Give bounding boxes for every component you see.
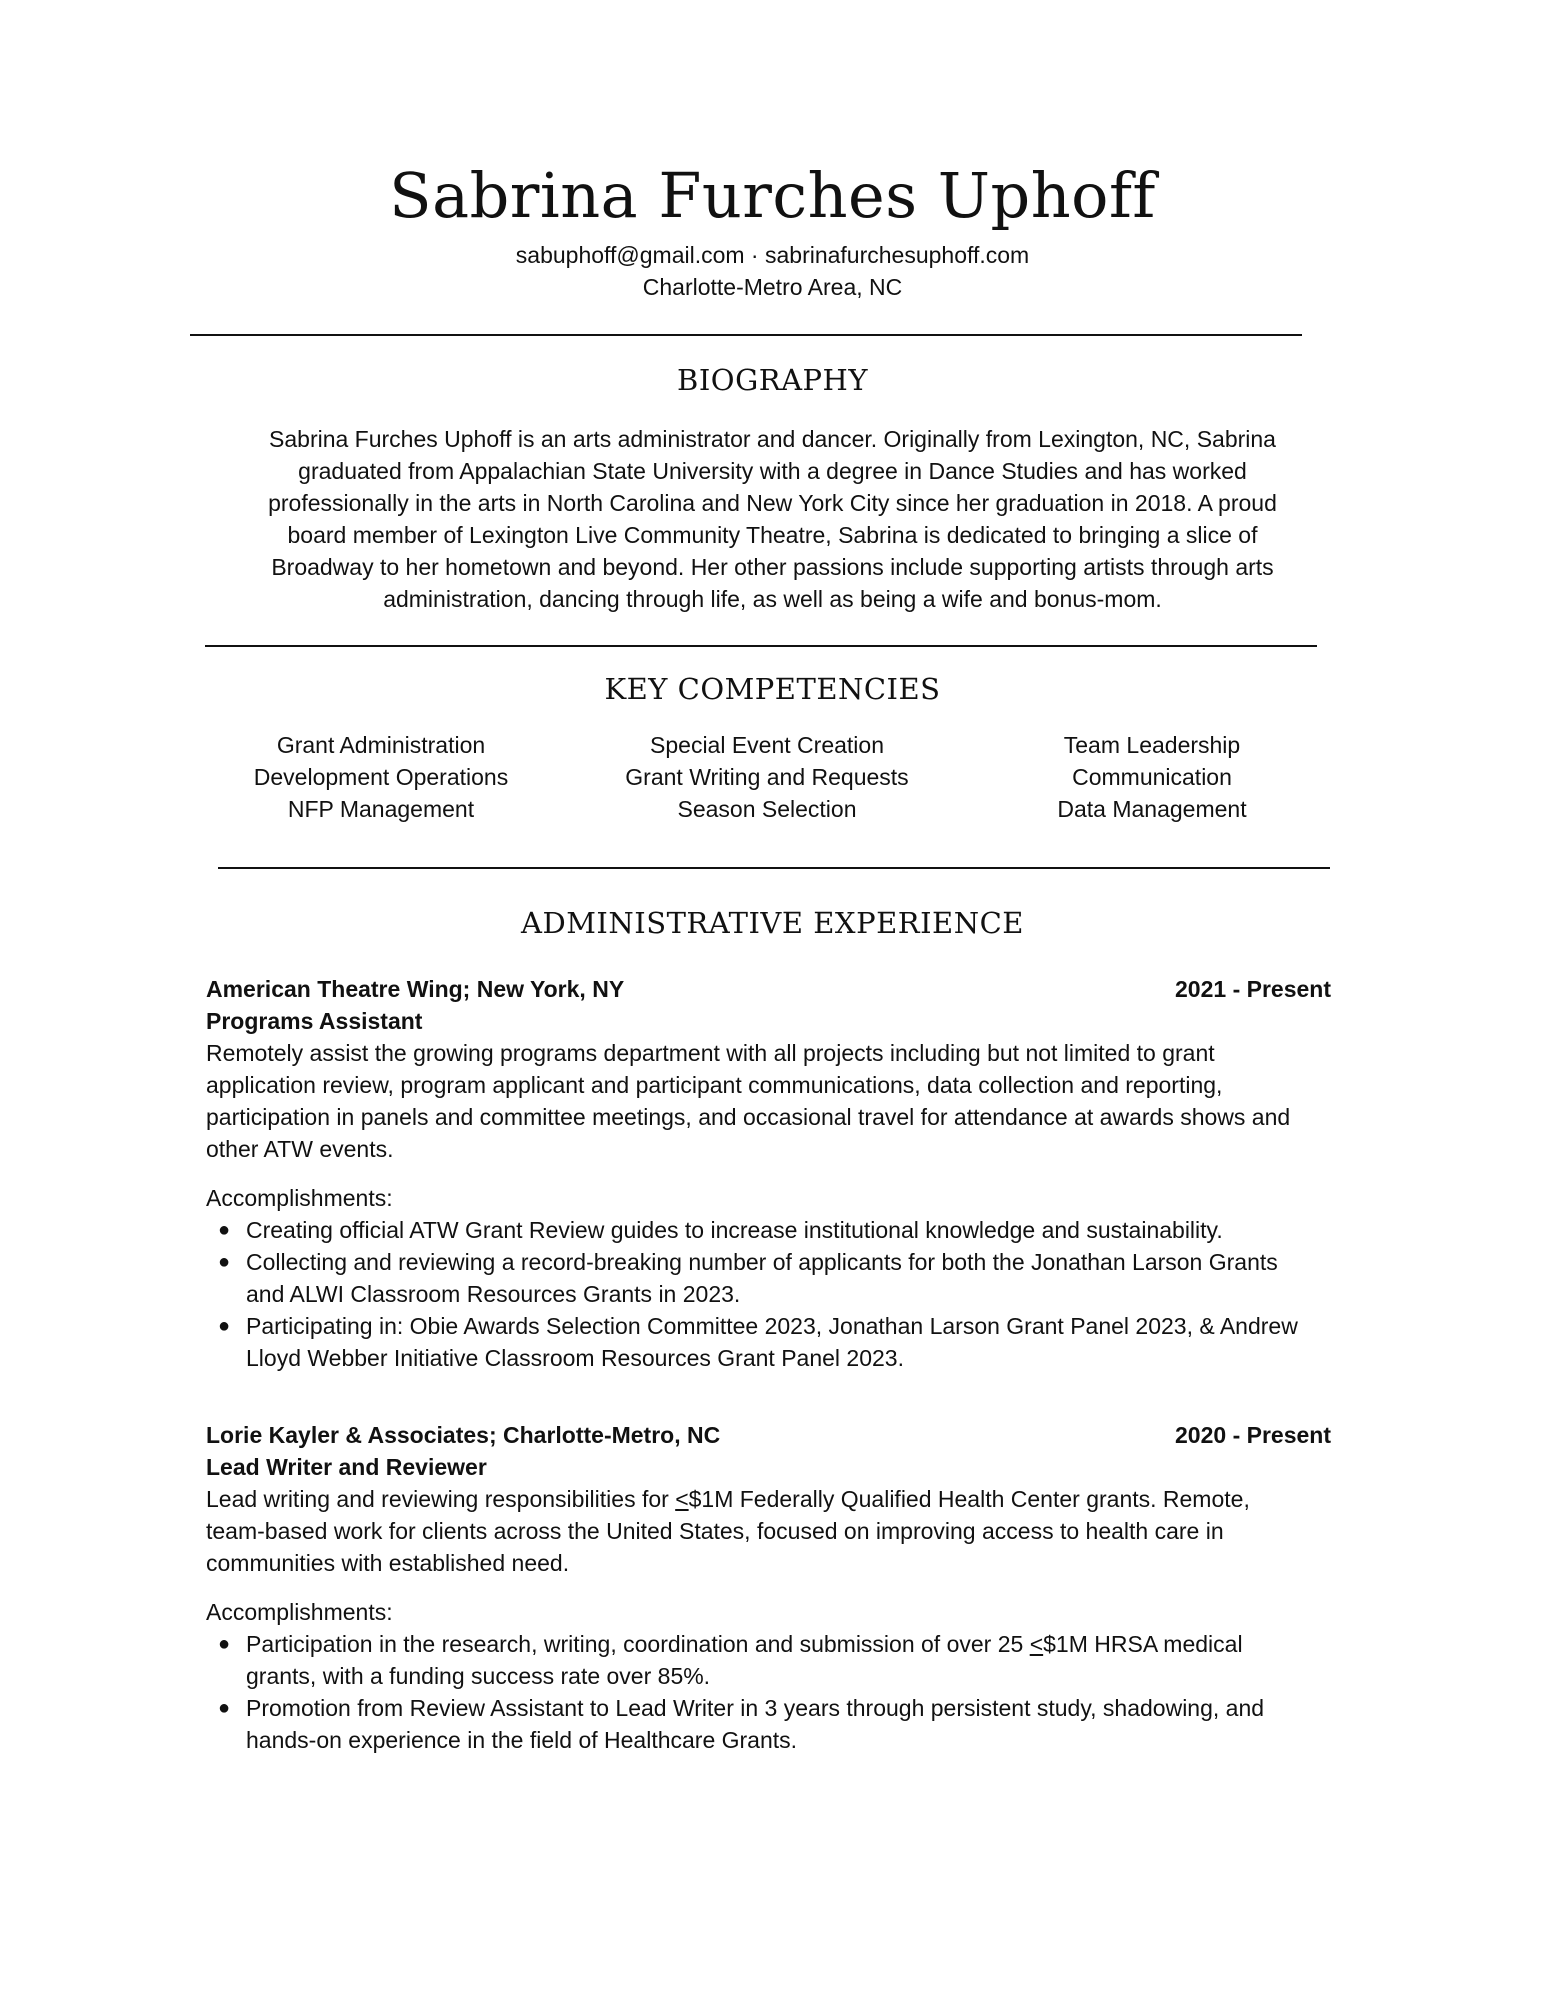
bio-line: board member of Lexington Live Community Theatre, Sabrina is dedicated to bringing a slice of xyxy=(287,522,1258,548)
accomplishment-line: and ALWI Classroom Resources Grants in 2023. xyxy=(246,1281,741,1307)
competency-item: Season Selection xyxy=(677,796,857,822)
desc-text: $1M Federally Qualified Health Center grants. Remote, xyxy=(688,1486,1250,1512)
job-organization: Lorie Kayler & Associates; Charlotte-Metro, NC xyxy=(206,1422,721,1448)
bio-line: Sabrina Furches Uphoff is an arts administrator and dancer. Originally from Lexington, NC, Sabrina xyxy=(269,426,1276,452)
job-dates: 2020 - Present xyxy=(1175,1422,1331,1448)
bio-line: graduated from Appalachian State University with a degree in Dance Studies and has worked xyxy=(298,458,1247,484)
divider xyxy=(205,645,1317,647)
desc-line: participation in panels and committee meetings, and occasional travel for attendance at awards shows and xyxy=(206,1104,1291,1130)
accomplishments-list xyxy=(206,1214,1331,1374)
competency-column xyxy=(972,729,1332,825)
bullet-icon: ● xyxy=(218,1251,231,1273)
accomplishment-line: Collecting and reviewing a record-breaking number of applicants for both the Jonathan Larson Grants xyxy=(246,1249,1278,1275)
list-item xyxy=(206,1310,1331,1374)
job-role: Programs Assistant xyxy=(206,1008,423,1034)
contact-line: sabuphoff@gmail.com · sabrinafurchesuphoff.com xyxy=(515,242,1030,268)
accomplishment-line: Lloyd Webber Initiative Classroom Resources Grant Panel 2023. xyxy=(246,1345,904,1371)
accomplishment-text: Participation in the research, writing, coordination and submission of over 25 xyxy=(246,1631,1030,1657)
job-entry xyxy=(206,1419,1331,1756)
bio-line: Broadway to her hometown and beyond. Her other passions include supporting artists through arts xyxy=(271,554,1274,580)
list-item xyxy=(206,1214,1331,1246)
bullet-icon: ● xyxy=(218,1315,231,1337)
competency-item: Development Operations xyxy=(253,764,509,790)
job-role: Lead Writer and Reviewer xyxy=(206,1454,487,1480)
desc-line: team-based work for clients across the United States, focused on improving access to health care in xyxy=(206,1518,1224,1544)
location: Charlotte-Metro Area, NC xyxy=(642,274,903,300)
less-than-symbol: < xyxy=(1029,1631,1044,1657)
bio-line: administration, dancing through life, as well as being a wife and bonus-mom. xyxy=(383,586,1162,612)
competency-item: Team Leadership xyxy=(1063,732,1241,758)
divider xyxy=(190,334,1302,336)
desc-line: Remotely assist the growing programs department with all projects including but not limited to grant xyxy=(206,1040,1215,1066)
competency-column xyxy=(587,729,947,825)
competency-item: NFP Management xyxy=(287,796,475,822)
desc-line: communities with established need. xyxy=(206,1550,570,1576)
job-header xyxy=(206,973,1331,1005)
job-organization: American Theatre Wing; New York, NY xyxy=(206,976,625,1002)
accomplishments-label: Accomplishments: xyxy=(206,1185,393,1211)
biography-text xyxy=(240,423,1305,615)
bio-line: professionally in the arts in North Carolina and New York City since her graduation in 2018. A proud xyxy=(268,490,1277,516)
accomplishment-line: grants, with a funding success rate over 85%. xyxy=(246,1663,711,1689)
less-than-symbol: < xyxy=(675,1486,689,1512)
competency-item: Communication xyxy=(1072,764,1232,790)
list-item xyxy=(206,1246,1331,1310)
desc-line: application review, program applicant and participant communications, data collection and reporting, xyxy=(206,1072,1223,1098)
list-item xyxy=(206,1692,1331,1756)
accomplishments-list xyxy=(206,1628,1331,1756)
desc-text: Lead writing and reviewing responsibilities for xyxy=(206,1486,676,1512)
bullet-icon: ● xyxy=(218,1633,231,1655)
accomplishment-line: Promotion from Review Assistant to Lead Writer in 3 years through persistent study, shadowing, and xyxy=(246,1695,1265,1721)
accomplishment-line: Participating in: Obie Awards Selection Committee 2023, Jonathan Larson Grant Panel 2023, & Andrew xyxy=(246,1313,1298,1339)
applicant-name: Sabrina Furches Uphoff xyxy=(389,159,1156,232)
accomplishment-line: hands-on experience in the field of Healthcare Grants. xyxy=(246,1727,798,1753)
divider xyxy=(218,867,1330,869)
biography-heading: BIOGRAPHY xyxy=(677,363,868,397)
experience-heading: ADMINISTRATIVE EXPERIENCE xyxy=(521,906,1024,940)
job-description xyxy=(206,1483,1331,1579)
competency-item: Special Event Creation xyxy=(650,732,884,758)
accomplishment-line xyxy=(246,1628,1331,1660)
competencies-heading: KEY COMPETENCIES xyxy=(604,672,941,706)
job-description xyxy=(206,1037,1331,1165)
accomplishments-label: Accomplishments: xyxy=(206,1599,393,1625)
competency-item: Data Management xyxy=(1057,796,1247,822)
accomplishment-text: $1M HRSA medical xyxy=(1043,1631,1243,1657)
bullet-icon: ● xyxy=(218,1219,231,1241)
job-dates: 2021 - Present xyxy=(1175,976,1331,1002)
desc-line xyxy=(206,1483,1331,1515)
bullet-icon: ● xyxy=(218,1697,231,1719)
competency-column xyxy=(201,729,561,825)
accomplishment-line: Creating official ATW Grant Review guides to increase institutional knowledge and sustainability. xyxy=(246,1217,1223,1243)
competency-item: Grant Administration xyxy=(276,732,486,758)
list-item xyxy=(206,1628,1331,1692)
desc-line: other ATW events. xyxy=(206,1136,394,1162)
competency-item: Grant Writing and Requests xyxy=(625,764,909,790)
job-header xyxy=(206,1419,1331,1451)
job-entry xyxy=(206,973,1331,1374)
